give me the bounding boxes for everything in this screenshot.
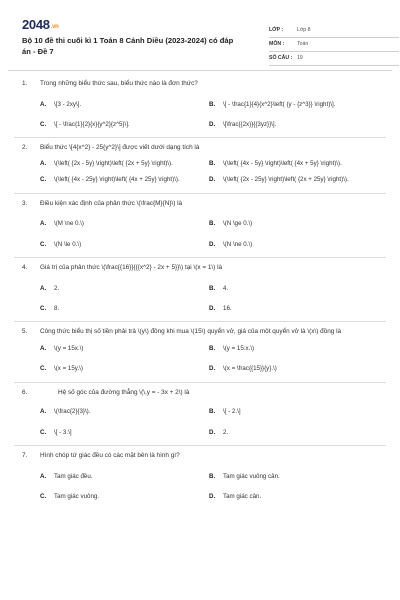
question-number: 4.: [22, 264, 28, 272]
option-c[interactable]: [40, 429, 209, 437]
question: [22, 383, 378, 437]
option-letter: D.: [209, 240, 216, 248]
option-text: 2.: [223, 428, 229, 436]
option-letter: C.: [40, 305, 47, 313]
question-options: [22, 101, 378, 130]
question-number: 2.: [22, 144, 28, 152]
option-text: \[ - \frac{1}{4}{x^2}\left( {y - {z^3}} \right)\].: [223, 100, 336, 108]
option-text: \(N \ne 0.\): [223, 240, 253, 248]
logo-suffix: .vn: [50, 24, 59, 30]
option-text: 4.: [223, 284, 229, 292]
question-list: [22, 80, 378, 502]
question-number: 6.: [22, 388, 28, 396]
logo[interactable]: [22, 16, 59, 34]
option-text: 16.: [223, 305, 232, 313]
question-number: 7.: [22, 452, 28, 460]
option-a[interactable]: [40, 408, 209, 416]
question-number: 5.: [22, 328, 28, 336]
question-head: [22, 389, 378, 398]
meta-row-count: [269, 52, 399, 66]
meta-value: Lớp 8: [297, 26, 311, 33]
option-c[interactable]: [40, 493, 209, 501]
option-a[interactable]: [40, 473, 209, 481]
option-text: \(x = 15y.\): [54, 365, 83, 373]
question: [22, 138, 378, 184]
option-d[interactable]: [209, 176, 378, 184]
option-letter: C.: [40, 240, 47, 248]
option-text: \(\left( {2x - 5y} \right)\left( {2x + 5y} \right)\).: [54, 160, 173, 167]
question-head: [22, 264, 378, 273]
option-letter: A.: [40, 472, 47, 480]
question-options: [22, 285, 378, 314]
option-text: \(N \le 0.\): [54, 240, 82, 248]
question-options: [22, 220, 378, 249]
meta-row-subject: [269, 38, 399, 52]
option-letter: B.: [209, 345, 216, 353]
question-text: Hệ số góc của đường thẳng \(\,y = - 3x + 2\) là: [58, 388, 190, 396]
header: [14, 10, 386, 70]
option-text: \[3 - 2xy\].: [54, 100, 82, 108]
option-letter: A.: [40, 220, 47, 228]
option-text: \(y = 15x.\): [54, 345, 84, 353]
question-head: [22, 200, 378, 209]
question-head: [22, 328, 378, 337]
option-a[interactable]: [40, 345, 209, 353]
question-options: [22, 160, 378, 185]
option-letter: B.: [209, 472, 216, 480]
meta-value: 19: [297, 54, 303, 61]
option-letter: D.: [209, 176, 216, 184]
meta-key: LỚP :: [269, 26, 284, 33]
meta-row-class: [269, 24, 399, 38]
option-b[interactable]: [209, 160, 378, 168]
exam-meta: [269, 24, 399, 66]
option-text: Tam giác cân.: [223, 493, 262, 501]
option-text: \(x = \frac{{15}}{y}.\): [223, 365, 277, 373]
option-letter: C.: [40, 365, 47, 373]
question-head: [22, 452, 378, 461]
option-letter: A.: [40, 345, 47, 353]
question: [22, 258, 378, 313]
option-b[interactable]: [209, 285, 378, 293]
option-d[interactable]: [209, 429, 378, 437]
logo-main: 2048: [22, 17, 50, 32]
question-text: Biểu thức \[4{x^2} - 25{y^2}\] được viết dưới dạng tích là: [40, 144, 200, 152]
option-letter: C.: [40, 428, 47, 436]
question: [22, 446, 378, 501]
option-text: Tam giác vuông cân.: [223, 472, 280, 480]
option-text: \(N \ge 0.\): [223, 220, 253, 228]
question-text: Điều kiện xác định của phân thức \(\frac{M}{N}\) là: [40, 199, 183, 207]
option-text: Tam giác vuông.: [54, 493, 100, 501]
option-b[interactable]: [209, 101, 378, 109]
option-text: \[ - 2.\]: [223, 408, 241, 416]
option-text: \[ - \frac{1}{2}{x}{y^2}{z^5}\].: [54, 121, 130, 128]
option-letter: B.: [209, 408, 216, 416]
option-text: \[\frac{{2x}}{{3yz}}\].: [223, 121, 277, 128]
option-letter: B.: [209, 100, 216, 108]
option-a[interactable]: [40, 285, 209, 293]
question-options: [22, 345, 378, 374]
option-c[interactable]: [40, 176, 209, 184]
option-d[interactable]: [209, 493, 378, 501]
option-letter: A.: [40, 408, 47, 416]
option-text: \(\left( {4x - 25y} \right)\left( {4x + 25y} \right)\).: [54, 176, 180, 184]
option-b[interactable]: [209, 345, 378, 353]
option-letter: A.: [40, 284, 47, 292]
option-letter: C.: [40, 121, 47, 128]
question-number: 3.: [22, 199, 28, 207]
question-text: Công thức biểu thị số tiền phải trả \(y\) đồng khi mua \(15\) quyển vở, giá của một quyển vở là \(x\) đồng là: [40, 328, 342, 336]
option-letter: A.: [40, 160, 47, 167]
option-text: 8.: [54, 305, 60, 313]
option-text: \(\frac{2}{3}\).: [54, 408, 91, 416]
question: [22, 322, 378, 373]
question-text: Trong những biểu thức sau, biểu thức nào là đơn thức?: [40, 80, 198, 87]
option-c[interactable]: [40, 365, 209, 373]
option-text: \(M \ne 0.\): [54, 220, 84, 228]
option-letter: D.: [209, 428, 216, 436]
option-letter: D.: [209, 365, 216, 373]
option-a[interactable]: [40, 101, 209, 109]
question: [22, 194, 378, 249]
question: [22, 80, 378, 129]
option-letter: C.: [40, 493, 47, 501]
option-b[interactable]: [209, 473, 378, 481]
option-d[interactable]: [209, 241, 378, 249]
option-b[interactable]: [209, 408, 378, 416]
exam-title: Bộ 10 đề thi cuối kì 1 Toán 8 Cánh Diều (2023-2024) có đáp án - Đề 7: [22, 36, 234, 56]
question-options: [22, 473, 378, 502]
option-d[interactable]: [209, 121, 378, 129]
option-c[interactable]: [40, 241, 209, 249]
option-text: Tam giác đều.: [54, 472, 93, 480]
option-letter: B.: [209, 160, 216, 167]
meta-key: SỐ CÂU :: [269, 54, 293, 61]
header-divider: [8, 70, 392, 71]
meta-key: MÔN :: [269, 40, 285, 47]
option-letter: C.: [40, 176, 47, 184]
option-text: 2.: [54, 284, 60, 292]
question-head: [22, 80, 378, 89]
option-text: \(\left( {2x - 25y} \right)\left( {2x + 25y} \right)\).: [223, 176, 349, 184]
option-letter: D.: [209, 493, 216, 501]
question-number: 1.: [22, 80, 28, 87]
option-text: \(y = 15:x.\): [223, 345, 255, 353]
option-letter: A.: [40, 100, 47, 108]
option-letter: B.: [209, 220, 216, 228]
option-a[interactable]: [40, 220, 209, 228]
option-c[interactable]: [40, 305, 209, 313]
meta-value: Toán: [297, 40, 309, 47]
option-c[interactable]: [40, 121, 209, 129]
option-a[interactable]: [40, 160, 209, 168]
option-text: \[ - 3.\]: [54, 428, 72, 436]
question-head: [22, 144, 378, 153]
question-options: [22, 408, 378, 437]
option-letter: D.: [209, 305, 216, 313]
option-d[interactable]: [209, 305, 378, 313]
question-text: Giá trị của phân thức \(\frac{{16}}{{{x^2} - 2x + 5}}\) tại \(x = 1\) là: [40, 264, 223, 272]
question-text: Hình chóp tứ giác đều có các mặt bên là hình gì?: [40, 452, 180, 460]
option-b[interactable]: [209, 220, 378, 228]
option-letter: D.: [209, 121, 216, 128]
option-d[interactable]: [209, 365, 378, 373]
option-letter: B.: [209, 284, 216, 292]
option-text: \(\left( {4x - 5y} \right)\left( {4x + 5y} \right)\).: [223, 160, 342, 167]
